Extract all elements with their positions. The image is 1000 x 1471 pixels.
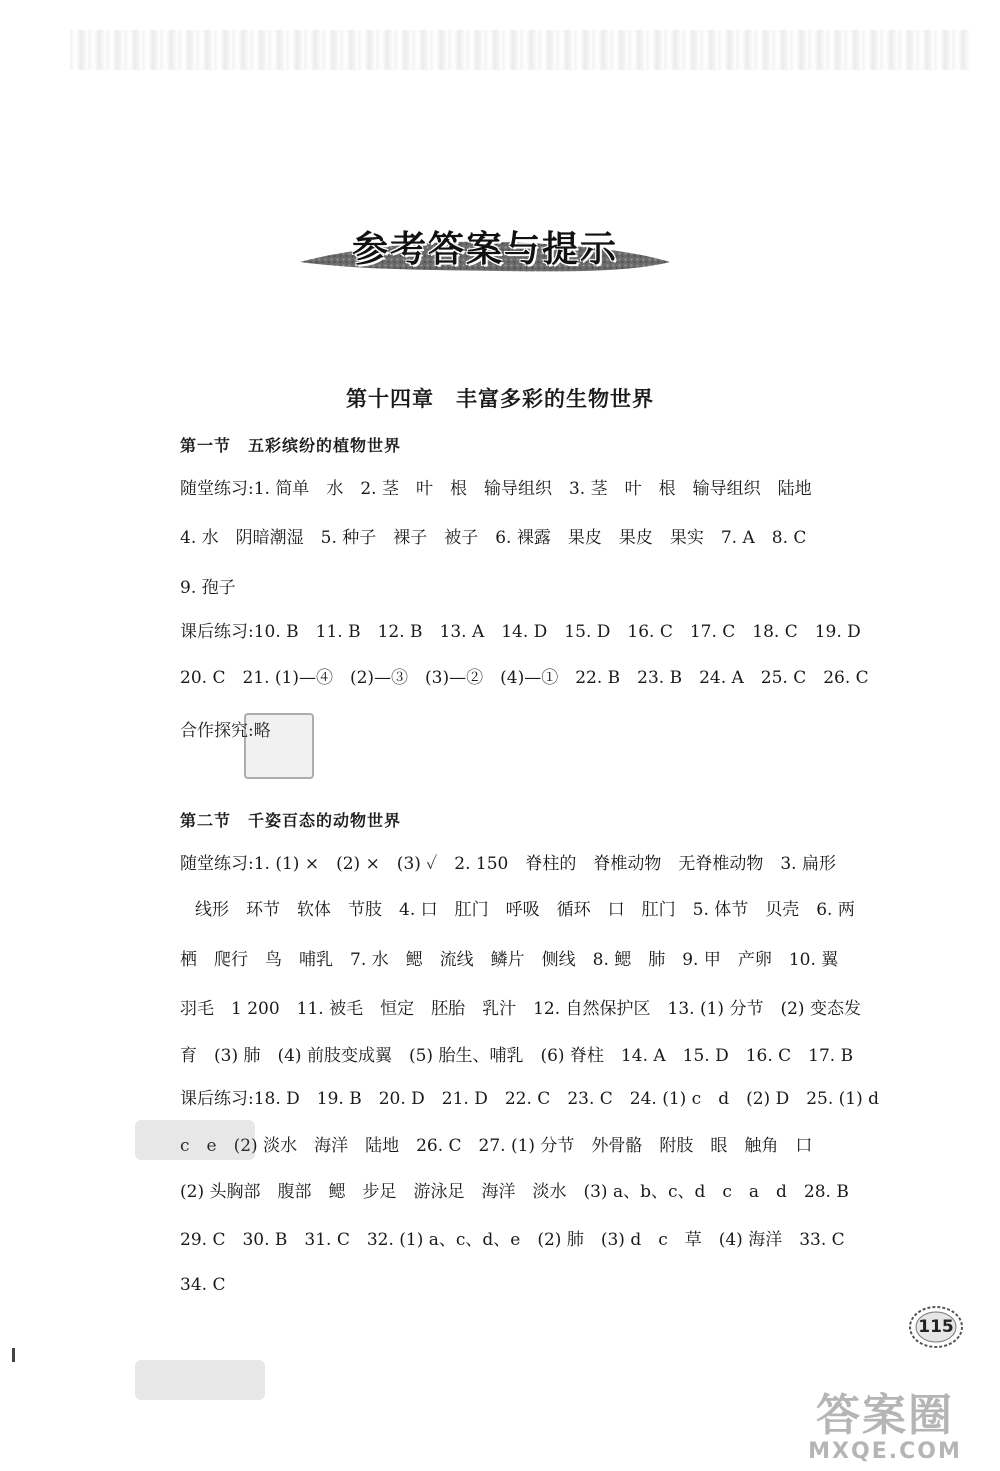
watermark-url: MXQE.COM <box>808 1439 962 1464</box>
faded-watermark-mark <box>135 1360 265 1400</box>
answer-line: 随堂练习:1. (1) × (2) × (3) ✓ 2. 150 脊柱的 脊椎动物 无脊椎动物 3. 扁形 <box>180 854 836 874</box>
answer-line: 34. C <box>180 1275 226 1295</box>
answer-line: c e (2) 淡水 海洋 陆地 26. C 27. (1) 分节 外骨骼 附肢 眼 触角 口 <box>180 1136 813 1156</box>
faded-watermark-mark <box>135 1120 255 1160</box>
page-number: 115 <box>918 1317 954 1337</box>
section-title-2: 第二节 千姿百态的动物世界 <box>180 811 402 830</box>
answer-line: 课后练习:10. B 11. B 12. B 13. A 14. D 15. D 16. C 17. C 18. C 19. D <box>180 622 861 642</box>
page-title: 参考答案与提示 <box>351 229 618 270</box>
answer-line: 栖 爬行 鸟 哺乳 7. 水 鳃 流线 鳞片 侧线 8. 鳃 肺 9. 甲 产卵 10. 翼 <box>180 950 839 970</box>
answer-line: 合作探究:略 <box>180 721 271 741</box>
section-title-1: 第一节 五彩缤纷的植物世界 <box>180 436 402 455</box>
answer-line: 羽毛 1 200 11. 被毛 恒定 胚胎 乳汁 12. 自然保护区 13. (1) 分节 (2) 变态发 <box>180 999 861 1019</box>
watermark-logo-text: 答案圈 <box>816 1390 954 1441</box>
site-watermark <box>780 1390 990 1466</box>
answer-line: 20. C 21. (1)—④ (2)—③ (3)—② (4)—① 22. B 23. B 24. A 25. C 26. C <box>180 668 869 688</box>
answer-line: 线形 环节 软体 节肢 4. 口 肛门 呼吸 循环 口 肛门 5. 体节 贝壳 6. 两 <box>195 900 855 920</box>
margin-mark <box>12 1348 15 1362</box>
scan-noise-strip <box>70 30 970 70</box>
answer-line: 4. 水 阴暗潮湿 5. 种子 裸子 被子 6. 裸露 果皮 果皮 果实 7. A 8. C <box>180 528 807 548</box>
answer-line: 育 (3) 肺 (4) 前肢变成翼 (5) 胎生、哺乳 (6) 脊柱 14. A 15. D 16. C 17. B <box>180 1046 854 1066</box>
chapter-title: 第十四章 丰富多彩的生物世界 <box>346 386 654 411</box>
answer-line: 随堂练习:1. 简单 水 2. 茎 叶 根 输导组织 3. 茎 叶 根 输导组织 陆地 <box>180 479 812 499</box>
page-number-badge <box>908 1305 964 1349</box>
answer-line: 9. 孢子 <box>180 578 236 598</box>
faint-stamp-mark <box>244 713 314 779</box>
title-banner <box>300 228 670 272</box>
answer-line: 29. C 30. B 31. C 32. (1) a、c、d、e (2) 肺 (3) d c 草 (4) 海洋 33. C <box>180 1230 845 1250</box>
answer-line: 课后练习:18. D 19. B 20. D 21. D 22. C 23. C 24. (1) c d (2) D 25. (1) d <box>180 1089 880 1109</box>
answer-line: (2) 头胸部 腹部 鳃 步足 游泳足 海洋 淡水 (3) a、b、c、d c a d 28. B <box>180 1182 849 1202</box>
